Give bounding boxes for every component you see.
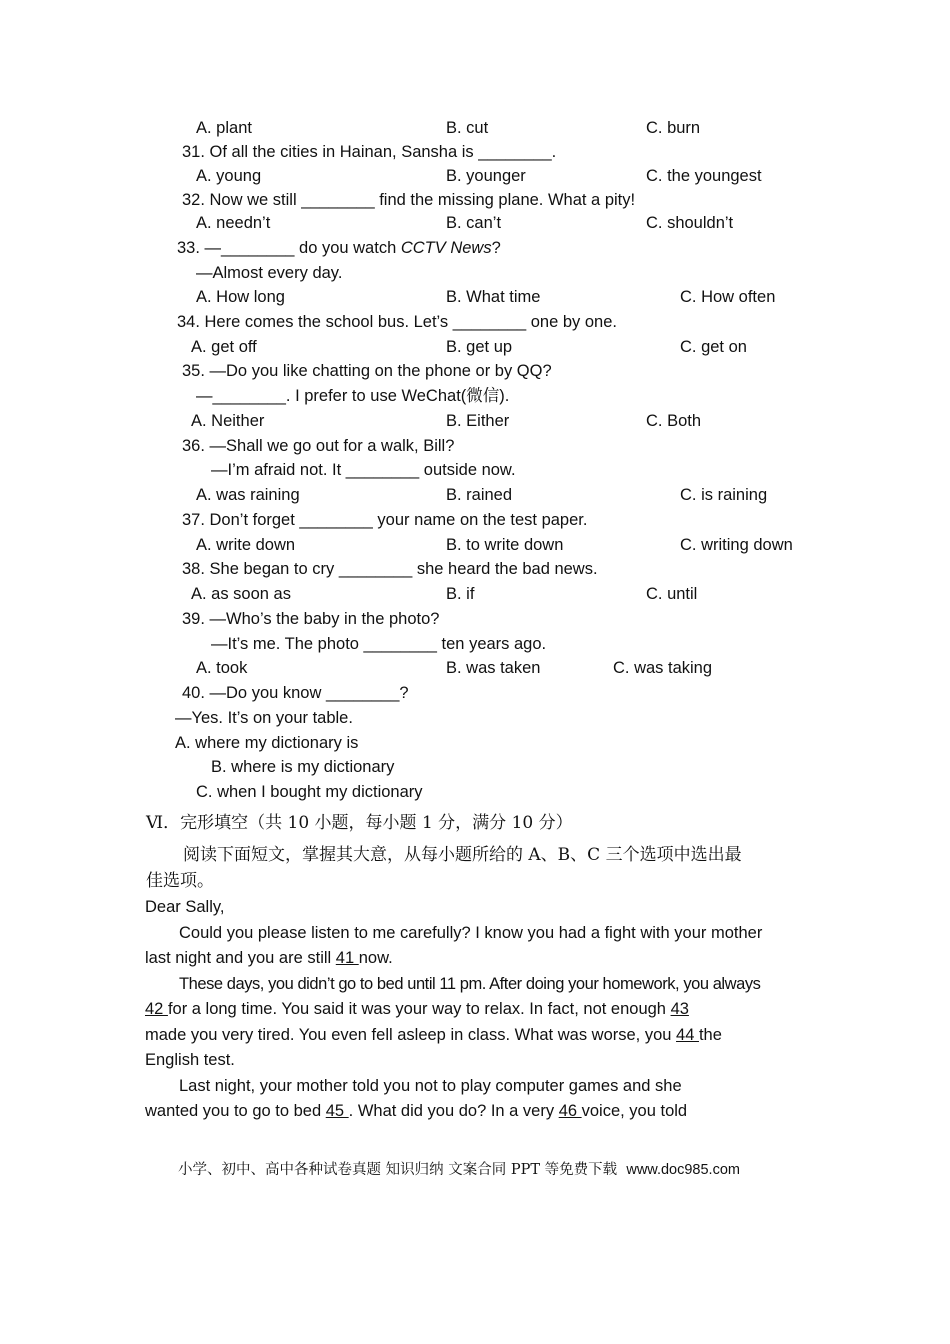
q39-stem: 39. —Who’s the baby in the photo? <box>182 610 440 628</box>
q37-option-c: C. writing down <box>680 536 793 554</box>
q35-option-b: B. Either <box>446 412 510 430</box>
q40-option-c: C. when I bought my dictionary <box>196 783 423 801</box>
q38-stem: 38. She began to cry ________ she heard the bad news. <box>182 560 598 578</box>
q37-option-b: B. to write down <box>446 536 564 554</box>
q38-option-c: C. until <box>646 585 698 603</box>
page-footer <box>178 1158 740 1179</box>
letter-salutation: Dear Sally, <box>145 898 225 916</box>
q35-option-c: C. Both <box>646 412 702 430</box>
blank-41: 41 <box>335 949 359 967</box>
passage-p1-line2: last night and you are still 41 now. <box>145 949 393 967</box>
q39-option-c: C. was taking <box>613 659 713 677</box>
q36-stem: 36. —Shall we go out for a walk, Bill? <box>182 437 455 455</box>
passage-p2-line1: These days, you didn’t go to bed until 11 pm. After doing your homework, you always <box>179 975 761 993</box>
q38-option-b: B. if <box>446 585 475 603</box>
q34-stem: 34. Here comes the school bus. Let’s ________ one by one. <box>177 313 617 331</box>
q36-reply: —I’m afraid not. It ________ outside now. <box>211 461 516 479</box>
blank-44: 44 <box>676 1026 699 1044</box>
q32-option-a: A. needn’t <box>196 214 271 232</box>
q40-stem: 40. —Do you know ________? <box>182 684 409 702</box>
passage-p2-line2: 42 for a long time. You said it was your way to relax. In fact, not enough 43 <box>145 1000 689 1018</box>
q38-option-a: A. as soon as <box>191 585 291 603</box>
q33-option-a: A. How long <box>196 288 285 306</box>
blank-46: 46 <box>558 1102 582 1120</box>
q35-option-a: A. Neither <box>191 412 265 430</box>
q33-stem: 33. —________ do you watch CCTV News? <box>177 239 501 257</box>
q39-reply: —It’s me. The photo ________ ten years ago. <box>211 635 547 653</box>
q32-stem: 32. Now we still ________ find the missing plane. What a pity! <box>182 191 636 209</box>
blank-42: 42 <box>145 1000 168 1018</box>
q31-option-a: A. young <box>196 167 262 185</box>
q40-reply: —Yes. It’s on your table. <box>175 709 353 727</box>
passage-p3-line1: Last night, your mother told you not to play computer games and she <box>179 1077 682 1095</box>
q33-reply: —Almost every day. <box>196 264 343 282</box>
section-instructions-line2: 佳选项。 <box>146 871 214 891</box>
q39-option-a: A. took <box>196 659 248 677</box>
q31-option-c: C. the youngest <box>646 167 762 185</box>
q34-option-c: C. get on <box>680 338 747 356</box>
q37-option-a: A. write down <box>196 536 296 554</box>
blank-45: 45 <box>325 1102 349 1120</box>
q31-option-b: B. younger <box>446 167 526 185</box>
q30-option-b: B. cut <box>446 119 489 137</box>
section-heading: Ⅵ．完形填空（共 10 小题，每小题 1 分，满分 10 分） <box>146 813 573 833</box>
q35-stem: 35. —Do you like chatting on the phone or by QQ? <box>182 362 552 380</box>
q32-option-c: C. shouldn’t <box>646 214 734 232</box>
q33-option-c: C. How often <box>680 288 776 306</box>
q36-option-c: C. is raining <box>680 486 768 504</box>
q35-reply: —________. I prefer to use WeChat(微信). <box>196 387 510 405</box>
q40-option-b: B. where is my dictionary <box>211 758 395 776</box>
q36-option-b: B. rained <box>446 486 513 504</box>
footer-url[interactable]: www.doc985.com <box>626 1162 740 1178</box>
q40-option-a: A. where my dictionary is <box>175 734 359 752</box>
q37-stem: 37. Don’t forget ________ your name on the test paper. <box>182 511 588 529</box>
q39-option-b: B. was taken <box>446 659 541 677</box>
passage-p2-line3: made you very tired. You even fell asleep in class. What was worse, you 44 the <box>145 1026 722 1044</box>
q30-option-c: C. burn <box>646 119 701 137</box>
q32-option-b: B. can’t <box>446 214 502 232</box>
q36-option-a: A. was raining <box>196 486 300 504</box>
q34-option-a: A. get off <box>191 338 257 356</box>
passage-p1-line1: Could you please listen to me carefully? I know you had a fight with your mother <box>179 924 763 942</box>
passage-p3-line2: wanted you to go to bed 45 . What did you do? In a very 46 voice, you told <box>145 1102 688 1120</box>
q33-option-b: B. What time <box>446 288 541 306</box>
footer-text: 小学、初中、高中各种试卷真题 知识归纳 文案合同 PPT 等免费下载 <box>178 1162 618 1178</box>
q34-option-b: B. get up <box>446 338 513 356</box>
q30-option-a: A. plant <box>196 119 252 137</box>
section-instructions-line1: 阅读下面短文，掌握其大意，从每小题所给的 A、B、C 三个选项中选出最 <box>183 845 742 865</box>
q31-stem: 31. Of all the cities in Hainan, Sansha is ________. <box>182 143 557 161</box>
passage-p2-line4: English test. <box>145 1051 235 1069</box>
blank-43: 43 <box>670 1000 689 1018</box>
